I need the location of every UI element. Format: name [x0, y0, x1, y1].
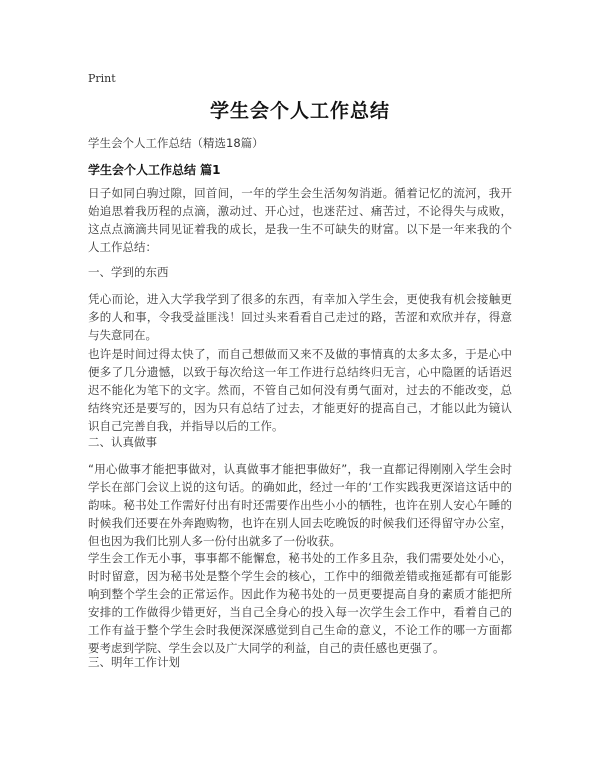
- paragraph-work-1: “用心做事才能把事做对，认真做事才能把事做好”，我一直都记得刚刚入学生会时学长在部门会议上说的这句话。的确如此，经过一年的‘工作实践我更深谙这话中的韵味。秘书处工作需好付出有时还需要作出些小小的牺牲，也许在别人安心午睡的时候我们还要在外奔跑购物，也许在别人回去吃晚饭的时候我们还得留守办公室，但也因为我们比别人多一份付出就多了一份收获。: [88, 462, 512, 548]
- paragraph-learned-2: 也许是时间过得太快了，而自己想做而又来不及做的事情真的太多太多，于是心中便多了几分遗憾，以致于每次给这一年工作进行总结终归无言，心中隐匿的话语迟迟不能化为笔下的文字。然而，不管自己如何没有勇气面对，过去的不能改变，总结终究还是要写的，因为只有总结了过去，才能更好的提高自己，才能以此为镜认识自己完善自我，并指导以后的工作。: [88, 347, 512, 433]
- document-subtitle: 学生会个人工作总结（精选18篇）: [88, 136, 264, 150]
- section-heading-learned: 一、学到的东西: [88, 265, 169, 279]
- article-heading: 学生会个人工作总结 篇1: [88, 163, 221, 177]
- paragraph-learned-1: 凭心而论，进入大学我学到了很多的东西，有幸加入学生会，更使我有机会接触更多的人和事，令我受益匪浅！回过头来看看自己走过的路，苦涩和欢欣并存，得意与失意同在。: [88, 292, 512, 342]
- section-heading-work: 二、认真做事: [88, 435, 157, 449]
- paragraph-intro: 日子如同白驹过隙，回首间，一年的学生会生活匆匆消逝。循着记忆的流河，我开始追思着我历程的点滴，激动过、开心过，也迷茫过、痛苦过，不论得失与成败，这点点滴滴共同见证着我的成长，是我一生不可缺失的财富。以下是一年来我的个人工作总结：: [88, 186, 512, 254]
- paragraph-work-2: 学生会工作无小事，事事都不能懈怠，秘书处的工作多且杂，我们需要处处小心，时时留意，因为秘书处是整个学生会的核心，工作中的细微差错或拖延都有可能影响到整个学生会的正常运作。因此作为秘书处的一员更要提高自身的素质才能把所安排的工作做得少错更好，当自己全身心的投入每一次学生会工作中，看着自己的工作有益于整个学生会时我便深深感觉到自己生命的意义，不论工作的哪一方面都要考虑到学院、学生会以及广大同学的利益，自己的责任感也更强了。: [88, 551, 512, 655]
- section-heading-plan: 三、明年工作计划: [88, 655, 180, 669]
- page-title: 学生会个人工作总结: [209, 100, 390, 122]
- print-label: Print: [88, 72, 116, 85]
